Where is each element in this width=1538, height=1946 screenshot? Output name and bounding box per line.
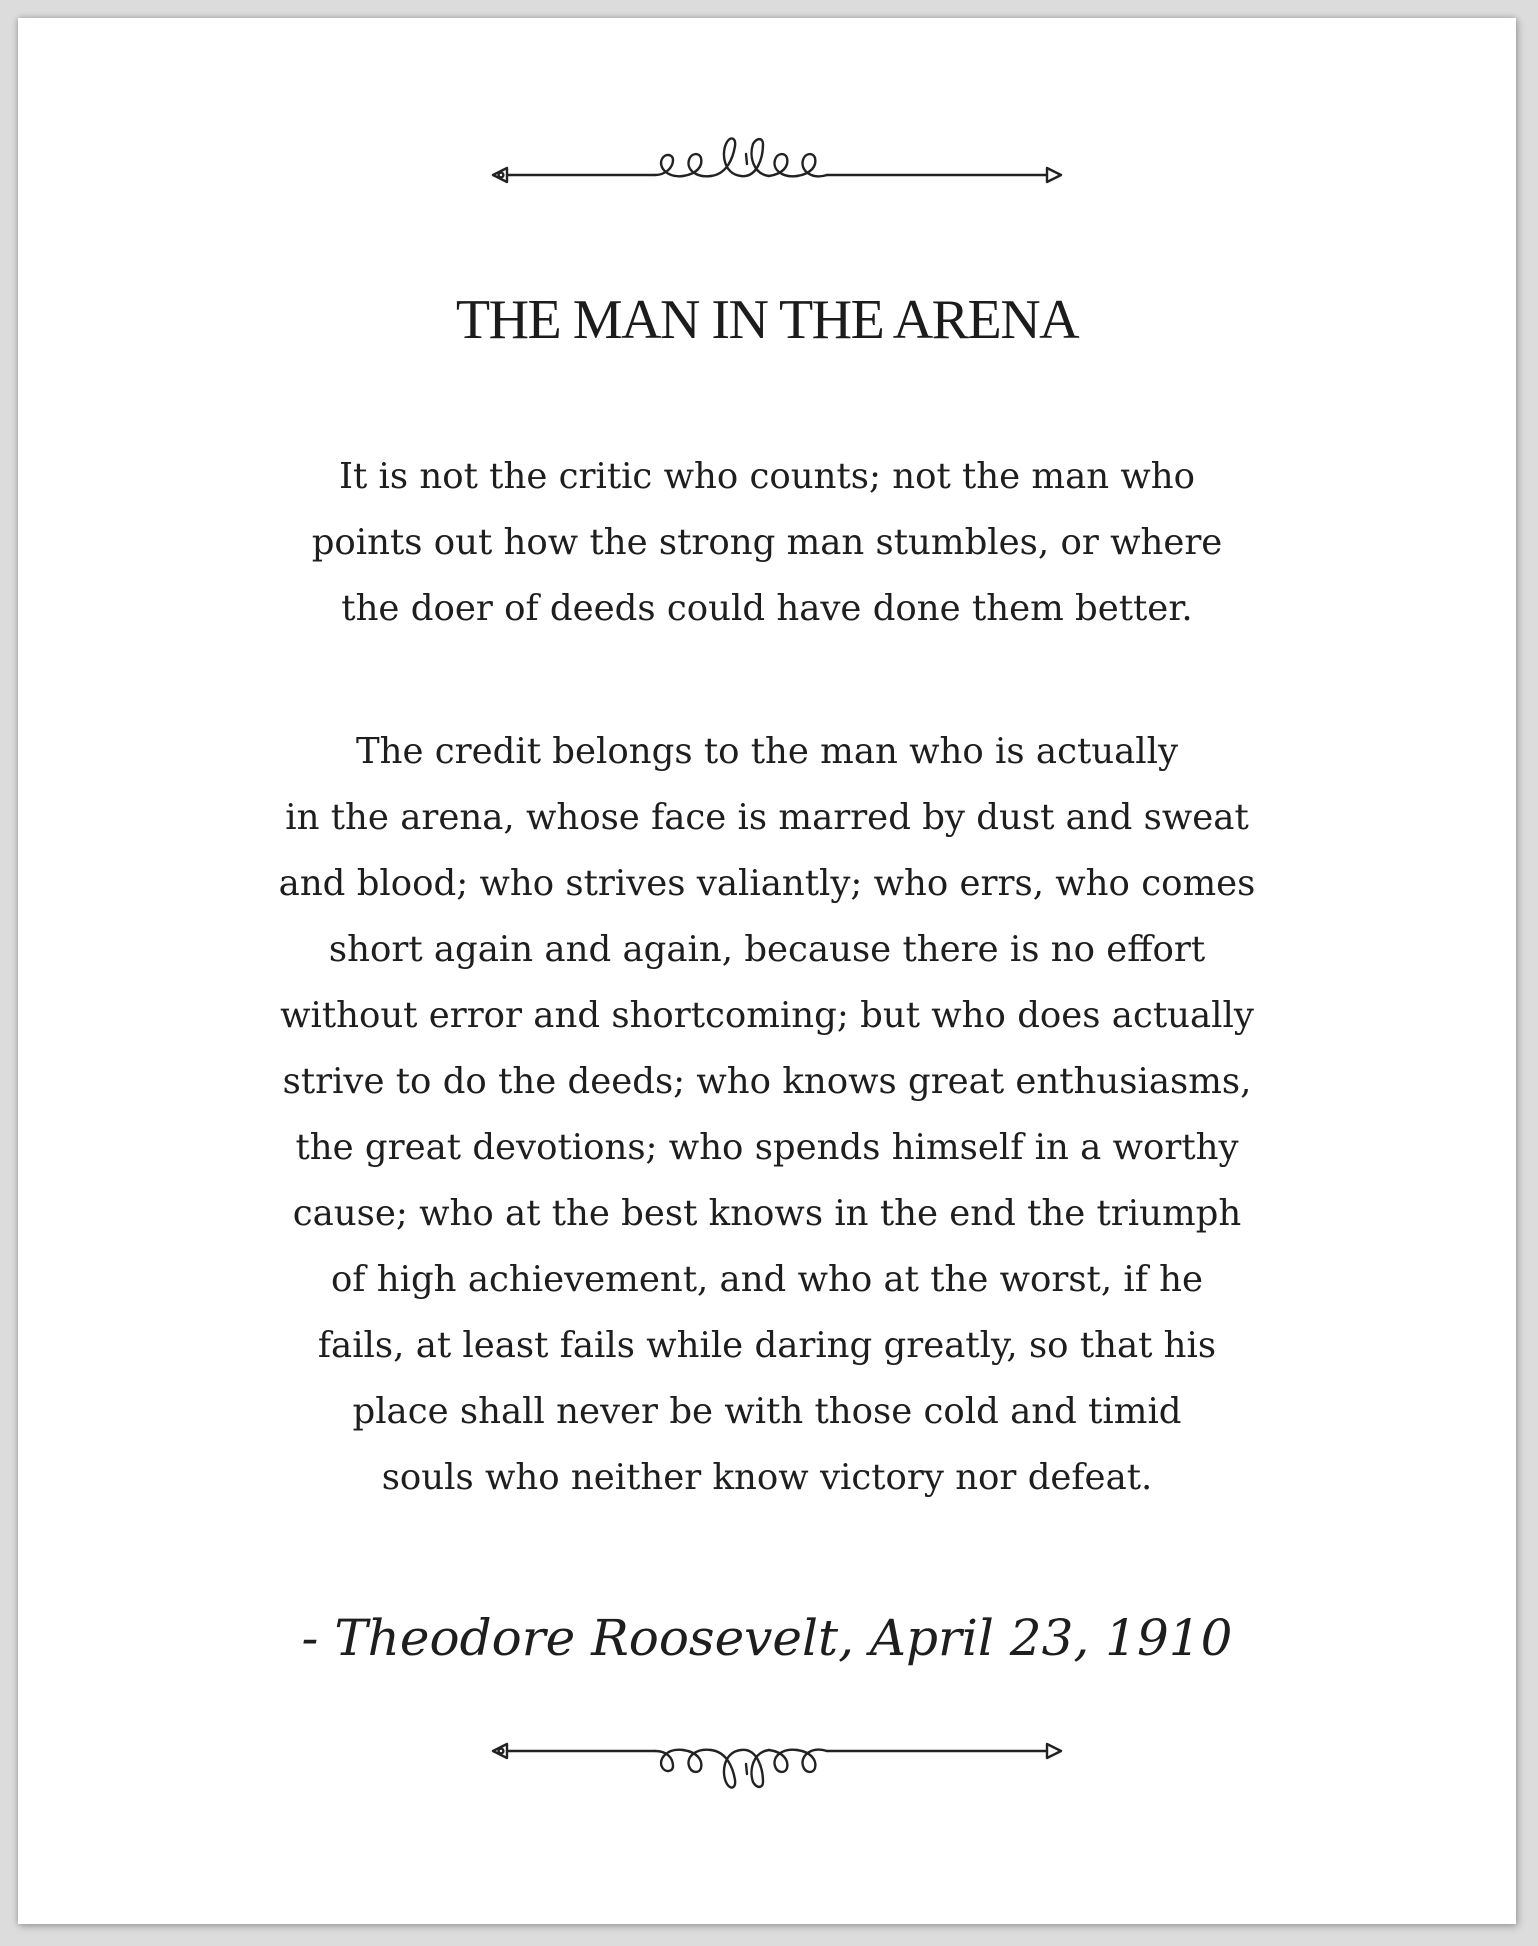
text-line: short again and again, because there is no effort: [328, 929, 1206, 970]
flourish-divider-icon: [487, 128, 1087, 208]
text-line: the great devotions; who spends himself in a worthy: [295, 1127, 1239, 1168]
quote-paragraph-1: [18, 444, 1516, 642]
text-line: points out how the strong man stumbles, or where: [311, 522, 1223, 563]
text-line: fails, at least fails while daring greatly, so that his: [317, 1325, 1217, 1366]
text-line: and blood; who strives valiantly; who errs, who comes: [278, 863, 1256, 904]
text-line: The credit belongs to the man who is actually: [355, 731, 1179, 772]
text-line: without error and shortcoming; but who does actually: [280, 995, 1254, 1036]
text-line: cause; who at the best knows in the end the triumph: [292, 1193, 1242, 1234]
poster-page: [18, 18, 1516, 1924]
text-line: It is not the critic who counts; not the man who: [338, 456, 1196, 497]
text-line: souls who neither know victory nor defeat.: [381, 1457, 1153, 1498]
text-line: place shall never be with those cold and timid: [352, 1391, 1182, 1432]
text-line: in the arena, whose face is marred by dust and sweat: [285, 797, 1249, 838]
text-line: of high achievement, and who at the worst, if he: [330, 1259, 1204, 1300]
text-line: the doer of deeds could have done them better.: [341, 588, 1193, 629]
quote-paragraph-2: [18, 719, 1516, 1511]
page-title: THE MAN IN THE ARENA: [455, 289, 1079, 351]
flourish-divider-icon: [487, 1718, 1087, 1798]
text-line: strive to do the deeds; who knows great enthusiasms,: [282, 1061, 1252, 1102]
signature-attribution: - Theodore Roosevelt, April 23, 1910: [301, 1609, 1233, 1667]
